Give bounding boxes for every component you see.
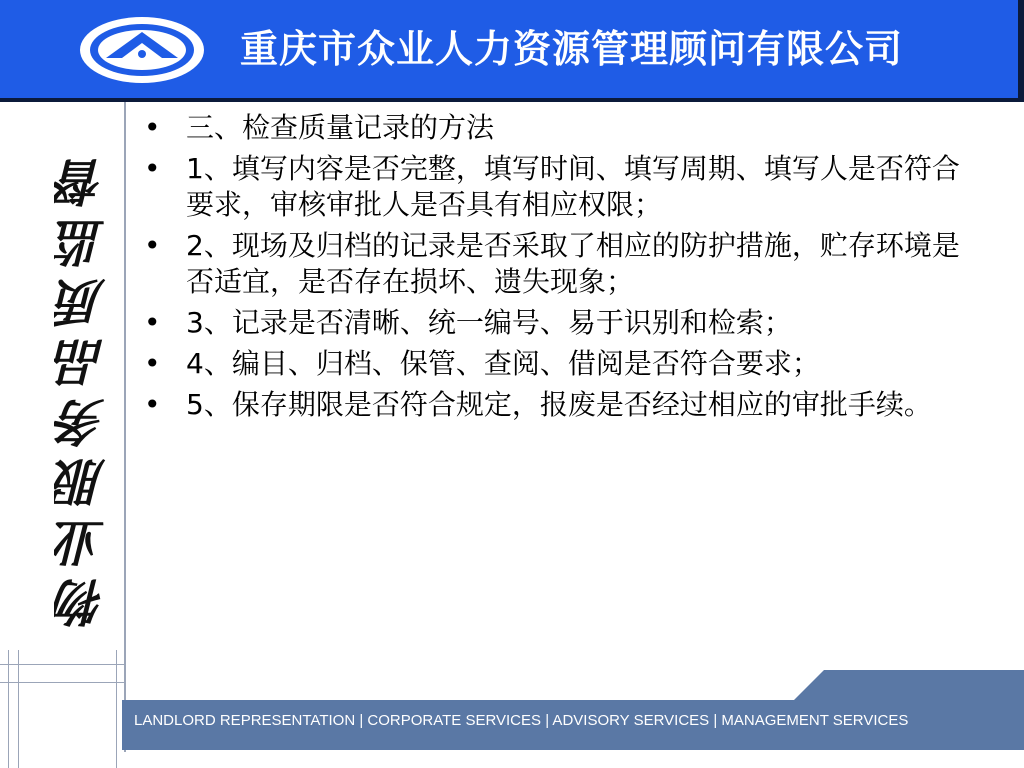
list-item-text: 1、填写内容是否完整，填写时间、填写周期、填写人是否符合要求，审核审批人是否具有相应权限； (186, 152, 960, 221)
main-content (140, 110, 970, 428)
list-item (140, 387, 970, 423)
header-divider (0, 98, 1024, 102)
list-item-text: 3、记录是否清晰、统一编号、易于识别和检索； (186, 306, 792, 339)
header-edge (1018, 0, 1024, 102)
bullet-icon: • (144, 388, 161, 421)
list-item (140, 305, 970, 341)
footer-accent-shape (790, 670, 1024, 704)
bullet-list (140, 110, 970, 423)
left-decor-line (8, 650, 9, 768)
bullet-icon: • (144, 229, 161, 262)
list-item (140, 346, 970, 382)
bottom-decor-line (0, 682, 124, 683)
footer-text: LANDLORD REPRESENTATION | CORPORATE SERVICES | ADVISORY SERVICES | MANAGEMENT SERVICES (134, 712, 909, 729)
left-divider-line (124, 102, 126, 752)
company-name: 重庆市众业人力资源管理顾问有限公司 (240, 27, 904, 71)
bullet-icon: • (144, 111, 161, 144)
list-item-text: 三、检查质量记录的方法 (186, 111, 495, 144)
list-item (140, 228, 970, 300)
list-item (140, 151, 970, 223)
header-bar (0, 0, 1018, 100)
company-logo-icon (76, 14, 208, 86)
bullet-icon: • (144, 152, 161, 185)
list-item-text: 2、现场及归档的记录是否采取了相应的防护措施，贮存环境是否适宜，是否存在损坏、遗失现象； (186, 229, 960, 298)
vertical-section-title (44, 128, 124, 648)
bottom-decor-line (0, 664, 124, 665)
left-decor-line (18, 650, 19, 768)
list-item-text: 4、编目、归档、保管、查阅、借阅是否符合要求； (186, 347, 820, 380)
left-decor-line (116, 650, 117, 768)
list-item-text: 5、保存期限是否符合规定，报废是否经过相应的审批手续。 (186, 388, 932, 421)
bullet-icon: • (144, 306, 161, 339)
list-item (140, 110, 970, 146)
vertical-title-text: 物业服务品质监督 (54, 148, 113, 628)
bullet-icon: • (144, 347, 161, 380)
